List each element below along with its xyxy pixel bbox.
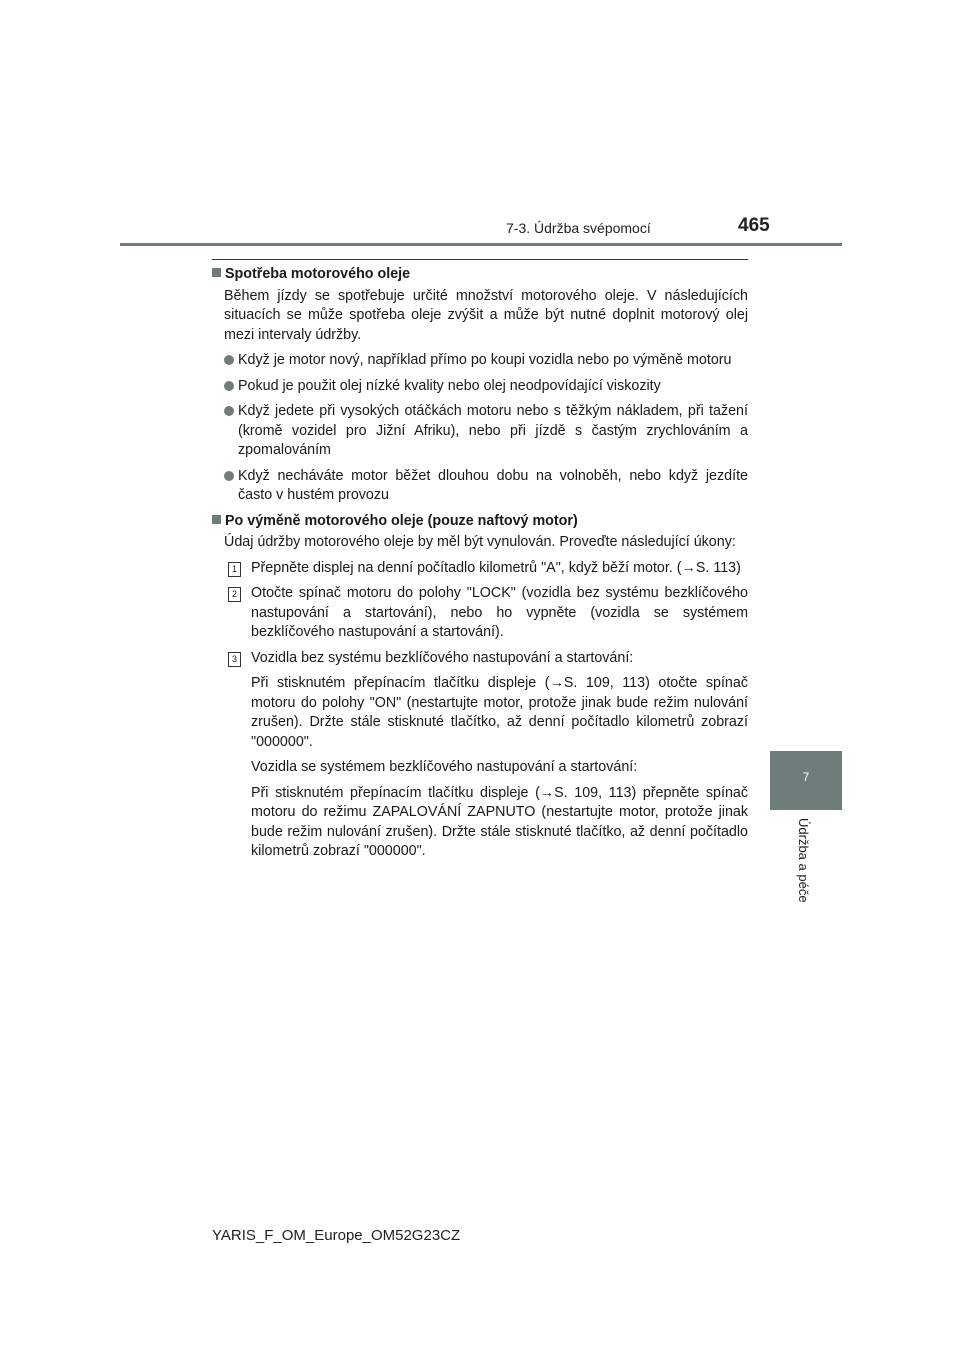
list-item-text: Pokud je použit olej nízké kvality nebo olej neodpovídající viskozity: [238, 377, 661, 394]
header-section-title: 7-3. Údržba svépomocí: [506, 220, 651, 236]
square-bullet-icon: [212, 268, 221, 277]
bullet-dot-icon: [224, 381, 234, 391]
step-body: [251, 649, 748, 862]
chapter-tab-label: Údržba a péče: [796, 818, 811, 903]
section-heading-text: Po výměně motorového oleje (pouze naftový motor): [225, 512, 578, 529]
list-item: [224, 467, 748, 506]
bullet-dot-icon: [224, 471, 234, 481]
step-item: [228, 584, 748, 643]
step-text: Vozidla se systémem bezklíčového nastupování a startování:: [251, 759, 638, 775]
section-heading: [212, 265, 748, 285]
step-body: [251, 559, 748, 579]
section-heading: [212, 512, 748, 532]
list-item-text: Když jedete při vysokých otáčkách motoru nebo s těžkým nákladem, při tažení (kromě vozidel pro Jižní Afriku), nebo při jízdě s častým zrychlováním a zpomalováním: [238, 403, 748, 458]
step-text: Vozidla bez systému bezklíčového nastupování a startování:: [251, 649, 634, 666]
list-item: [224, 402, 748, 461]
step-number: 1: [228, 562, 241, 577]
step-number: 2: [228, 587, 241, 602]
step-item: [228, 559, 748, 579]
list-item-text: Když je motor nový, například přímo po koupi vozidla nebo po výměně motoru: [238, 352, 732, 368]
section-intro: Během jízdy se spotřebuje určité množství motorového oleje. V následujících situacích se může spotřeba oleje zvýšit a může být nutné doplnit motorový olej mezi intervaly údržby.: [224, 287, 748, 343]
chapter-tab-number: 7: [802, 770, 810, 784]
list-item: [224, 377, 748, 397]
step-body: [251, 584, 748, 643]
bullet-dot-icon: [224, 406, 234, 416]
step-text: Při stisknutém přepínacím tlačítku displeje (→S. 109, 113) přepněte spínač motoru do režimu ZAPALOVÁNÍ ZAPNUTO (nestartujte motor, protože jinak bude režim nulování zrušen). Držte stále stisknuté tlačítko, až denní počítadlo kilometrů zobrazí "000000".: [251, 784, 748, 859]
list-item: [224, 351, 748, 371]
bullet-dot-icon: [224, 355, 234, 365]
section-intro: Údaj údržby motorového oleje by měl být vynulován. Proveďte následující úkony:: [224, 534, 736, 550]
section-heading-text: Spotřeba motorového oleje: [225, 266, 411, 282]
step-text: Při stisknutém přepínacím tlačítku displeje (→S. 109, 113) otočte spínač motoru do polohy "ON" (nestartujte motor, protože jinak bude režim nulování zrušen). Držte stále stisknuté tlačítko, až denní počítadlo kilometrů zobrazí "000000".: [251, 675, 748, 750]
step-text: Přepněte displej na denní počítadlo kilometrů "A", když běží motor. (→S. 113): [251, 559, 741, 576]
content-divider: [212, 259, 748, 260]
step-text: Otočte spínač motoru do polohy "LOCK" (vozidla bez systému bezklíčového nastupování a startování), nebo ho vypněte (vozidla se systémem bezklíčového nastupování a startování).: [251, 585, 748, 640]
square-bullet-icon: [212, 515, 221, 524]
step-number: 3: [228, 652, 241, 667]
document-footer: YARIS_F_OM_Europe_OM52G23CZ: [212, 1227, 461, 1244]
chapter-tab: [770, 751, 842, 810]
step-item: [228, 649, 748, 862]
page-number: 465: [738, 215, 770, 236]
header-divider: [120, 243, 842, 246]
page-content: [212, 265, 748, 868]
list-item-text: Když necháváte motor běžet dlouhou dobu na volnoběh, nebo když jezdíte často v hustém provozu: [238, 467, 748, 503]
